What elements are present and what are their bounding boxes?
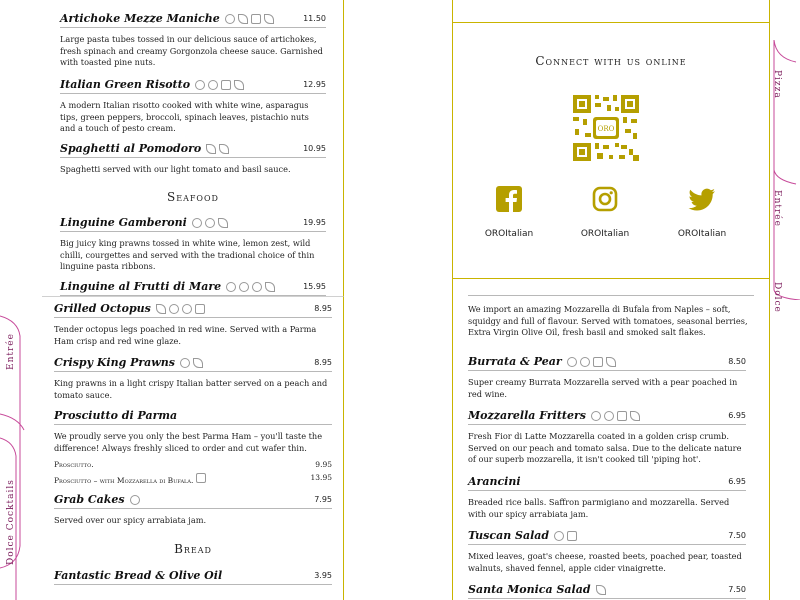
dairy-icon: [196, 473, 206, 483]
wheat-icon: [606, 357, 616, 367]
menu-item: [468, 475, 746, 520]
shell-icon: [130, 495, 140, 505]
option-row: [54, 473, 332, 485]
facebook-button[interactable]: [474, 186, 544, 216]
nut-icon: [580, 357, 590, 367]
dairy-icon: [221, 80, 231, 90]
section-title-seafood: Seafood: [167, 190, 219, 204]
item-name: Mozzarella Fritters: [468, 409, 586, 422]
item-name: Linguine al Frutti di Mare: [60, 280, 222, 293]
dietary-icons: [554, 531, 577, 541]
item-name: Santa Monica Salad: [468, 583, 591, 596]
dairy-icon: [593, 357, 603, 367]
item-description: Big juicy king prawns tossed in white wine, lemon zest, wild chilli, courgettes and served with the tradional choice of thin linguine pasta ribbons.: [60, 238, 315, 271]
wheat-icon: [156, 304, 166, 314]
tab-pizza[interactable]: Pizza: [772, 70, 782, 99]
item-price: 15.95: [303, 282, 326, 291]
mollusc-icon: [195, 304, 205, 314]
fish-icon: [239, 282, 249, 292]
item-price: 3.95: [314, 571, 332, 580]
vegetarian-icon: [567, 357, 577, 367]
menu-item: [468, 583, 746, 599]
item-price: 10.95: [303, 144, 326, 153]
nut-icon: [554, 531, 564, 541]
menu-page-entree: [42, 296, 344, 600]
option-row: [54, 460, 332, 469]
menu-item: [468, 529, 746, 574]
tab-entree-left[interactable]: Entrée: [6, 333, 16, 370]
vegetarian-icon: [591, 411, 601, 421]
item-description: Served over our spicy arrabiata jam.: [54, 515, 207, 525]
dietary-icons: [591, 411, 640, 421]
item-description: We proudly serve you only the best Parma Ham – you'll taste the difference! Always freshly sliced to order and cut wafer thin.: [54, 431, 323, 453]
item-price: 6.95: [728, 477, 746, 486]
connect-title: Connect with us online: [535, 54, 687, 68]
qr-label: ORO: [597, 125, 615, 133]
instagram-handle[interactable]: OROItalian: [580, 229, 630, 239]
dairy-icon: [617, 411, 627, 421]
menu-item: [54, 302, 332, 347]
dietary-icons: [192, 218, 228, 228]
dietary-icons: [180, 358, 203, 368]
divider: [468, 295, 754, 296]
menu-page-pasta: [42, 0, 344, 296]
tab-dolce-cocktails[interactable]: Dolce Cocktails: [6, 479, 16, 565]
shell-icon: [205, 218, 215, 228]
item-description: Spaghetti served with our light tomato and basil sauce.: [60, 164, 291, 174]
item-description: A modern Italian risotto cooked with white wine, asparagus tips, green peppers, broccoli, spinach leaves, pistachio nuts and a touch of pesto cream.: [60, 100, 309, 133]
wheat-icon: [193, 358, 203, 368]
menu-item: [60, 12, 326, 69]
dairy-icon: [567, 531, 577, 541]
item-name: Spaghetti al Pomodoro: [60, 142, 202, 155]
twitter-icon: [688, 186, 716, 212]
wheat-icon: [265, 282, 275, 292]
item-description: Fresh Fior di Latte Mozzarella coated in a golden crisp crumb. Served on our peach and tomato salsa. Due to the delicate nature of our superb mozzarella, it isn't cooked till 'piping hot'.: [468, 431, 742, 464]
shellfish-icon: [226, 282, 236, 292]
shellfish-icon: [182, 304, 192, 314]
dietary-icons: [206, 144, 229, 154]
right-tab-edges: [770, 0, 800, 300]
option-price: 13.95: [310, 473, 332, 482]
instagram-icon: [592, 186, 618, 212]
item-name: Burrata & Pear: [468, 355, 562, 368]
option-label: Prosciutto – with Mozzarella di Bufala.: [54, 476, 194, 485]
item-description: Tender octopus legs poached in red wine. Served with a Parma Ham crisp and red wine glaze.: [54, 324, 317, 346]
dietary-icons: [567, 357, 616, 367]
shell-icon: [252, 282, 262, 292]
menu-item: [54, 569, 332, 585]
wheat-icon: [218, 218, 228, 228]
item-description: Large pasta tubes tossed in our delicious sauce of artichokes, fresh spinach and creamy Gorgonzola cheese sauce. Garnished with toasted pine nuts.: [60, 34, 323, 67]
item-name: Fantastic Bread & Olive Oil: [54, 569, 223, 582]
dietary-icons: [596, 585, 606, 595]
menu-item: [60, 280, 326, 296]
menu-item: [60, 142, 326, 176]
leaf-icon: [219, 144, 229, 154]
wheat-icon: [264, 14, 274, 24]
twitter-handle[interactable]: OROItalian: [677, 229, 727, 239]
item-price: 12.95: [303, 80, 326, 89]
item-description: We import an amazing Mozzarella di Bufala from Naples – soft, squidgy and full of flavour. Served with tomatoes, seasonal berries, Extra Virgin Olive Oil, fresh basil and smoked salt flakes.: [468, 304, 748, 337]
fish-icon: [169, 304, 179, 314]
menu-item: [468, 355, 746, 400]
item-name: Arancini: [468, 475, 521, 488]
leaf-icon: [238, 14, 248, 24]
item-price: 6.95: [728, 411, 746, 420]
item-description: King prawns in a light crispy Italian batter served on a peach and tomato sauce.: [54, 378, 328, 400]
vegetarian-icon: [225, 14, 235, 24]
leaf-icon: [596, 585, 606, 595]
dietary-icons: [225, 14, 274, 24]
item-price: 19.95: [303, 218, 326, 227]
item-price: 7.95: [314, 495, 332, 504]
item-price: 11.50: [303, 14, 326, 23]
section-title-bread: Bread: [174, 542, 212, 556]
item-name: Grab Cakes: [54, 493, 125, 506]
item-name: Italian Green Risotto: [60, 78, 191, 91]
menu-item: [54, 356, 332, 401]
option-label: Prosciutto.: [54, 460, 94, 469]
item-name: Crispy King Prawns: [54, 356, 175, 369]
item-price: 7.50: [728, 531, 746, 540]
dietary-icons: [156, 304, 205, 314]
wheat-icon: [630, 411, 640, 421]
menu-item: [60, 216, 326, 273]
egg-icon: [604, 411, 614, 421]
dietary-icons: [226, 282, 275, 292]
shellfish-icon: [180, 358, 190, 368]
instagram-button[interactable]: [570, 186, 640, 216]
vegetarian-icon: [195, 80, 205, 90]
item-name: Prosciutto di Parma: [54, 409, 178, 422]
item-price: 8.50: [728, 357, 746, 366]
item-name: Artichoke Mezze Maniche: [60, 12, 220, 25]
item-name: Tuscan Salad: [468, 529, 550, 542]
nut-icon: [208, 80, 218, 90]
option-price: 9.95: [315, 460, 332, 469]
item-name: Grilled Octopus: [54, 302, 151, 315]
shellfish-icon: [192, 218, 202, 228]
wheat-icon: [206, 144, 216, 154]
twitter-button[interactable]: [667, 186, 737, 216]
dairy-icon: [251, 14, 261, 24]
item-description: Mixed leaves, goat's cheese, roasted beets, poached pear, toasted walnuts, shaved fennel, apple cider vinaigrette.: [468, 551, 742, 573]
wheat-icon: [234, 80, 244, 90]
menu-page-mozzarella: [452, 278, 770, 600]
facebook-handle[interactable]: OROItalian: [484, 229, 534, 239]
dietary-icons: [130, 495, 140, 505]
menu-item: [54, 409, 332, 485]
tab-dolce-right[interactable]: Dolce: [772, 282, 782, 313]
item-price: 7.50: [728, 585, 746, 594]
menu-item: [468, 409, 746, 466]
tab-entree-right[interactable]: Entrée: [772, 190, 782, 227]
item-price: 8.95: [314, 358, 332, 367]
item-description: Breaded rice balls. Saffron parmigiano and mozzarella. Served with our spicy arrabiata jam.: [468, 497, 730, 519]
dietary-icons: [195, 80, 244, 90]
qr-code-icon[interactable]: [571, 93, 641, 163]
item-name: Linguine Gamberoni: [60, 216, 187, 229]
item-description: Super creamy Burrata Mozzarella served with a pear poached in red wine.: [468, 377, 738, 399]
facebook-icon: [496, 186, 522, 212]
item-price: 8.95: [314, 304, 332, 313]
menu-item: [60, 78, 326, 135]
menu-item: [54, 493, 332, 527]
divider: [452, 22, 770, 23]
